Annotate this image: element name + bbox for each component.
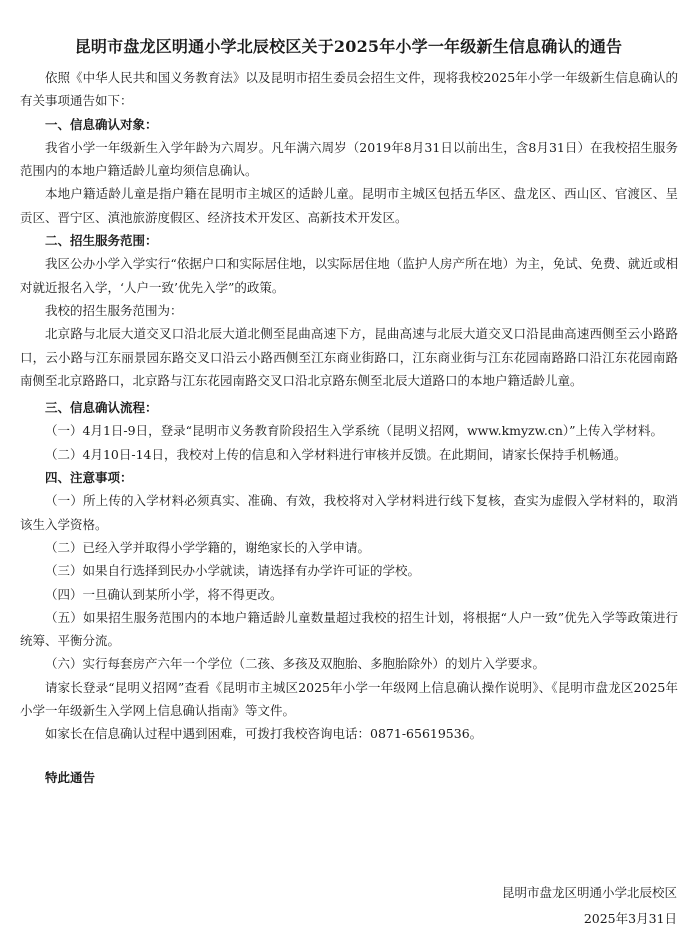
section3-paragraph-2: （二）4月10日-14日，我校对上传的信息和入学材料进行审核并反馈。在此期间，请家长保持手机畅通。 (45, 446, 627, 462)
intro-paragraph: 依照《中华人民共和国义务教育法》以及昆明市招生委员会招生文件，现将我校2025年小学一年级新生信息确认的有关事项通告如下： (20, 70, 678, 109)
section1-paragraph-1: 我省小学一年级新生入学年龄为六周岁。凡年满六周岁（2019年8月31日以前出生，含8月31日）在我校招生服务范围内的本地户籍适龄儿童均须信息确认。 (20, 139, 678, 179)
section2-paragraph-2: 我校的招生服务范围为： (45, 302, 183, 318)
section-heading-3: 三、信息确认流程： (45, 400, 158, 416)
signature-block (502, 880, 677, 932)
section3-paragraph-1: （一）4月1日-9日，登录“昆明市义务教育阶段招生入学系统（昆明义招网，www.kmyzw.cn）”上传入学材料。 (45, 423, 664, 439)
section1-paragraph-2: 本地户籍适龄儿童是指户籍在昆明市主城区的适龄儿童。昆明市主城区包括五华区、盘龙区、西山区、官渡区、呈贡区、晋宁区、滇池旅游度假区、经济技术开发区、高新技术开发区。 (20, 186, 678, 225)
login-instructions: 请家长登录“昆明义招网”查看《昆明市主城区2025年小学一年级网上信息确认操作说明》、《昆明市盘龙区2025年小学一年级新生入学网上信息确认指南》等文件。 (20, 679, 678, 719)
section-heading-2: 二、招生服务范围： (45, 233, 158, 249)
section2-paragraph-1: 我区公办小学入学实行“依据户口和实际居住地，以实际居住地（监护人房产所在地）为主，免试、免费、就近或相对就近报名入学，‘人户一致’优先入学”的政策。 (20, 256, 678, 295)
section4-item-4: （四）一旦确认到某所小学，将不得更改。 (45, 586, 283, 602)
section-heading-4: 四、注意事项： (45, 470, 133, 486)
closing-notice: 特此通告 (45, 769, 96, 785)
signature-organization: 昆明市盘龙区明通小学北辰校区 (501, 885, 677, 900)
document-title: 昆明市盘龙区明通小学北辰校区关于2025年小学一年级新生信息确认的通告 (74, 37, 623, 56)
section4-item-1: （一）所上传的入学材料必须真实、准确、有效，我校将对入学材料进行线下复核，查实为虚假入学材料的，取消该生入学资格。 (20, 493, 678, 532)
section4-item-5: （五）如果招生服务范围内的本地户籍适龄儿童数量超过我校的招生计划，将根据“人户一致”优先入学等政策进行统筹、平衡分流。 (20, 609, 678, 649)
contact-paragraph: 如家长在信息确认过程中遇到困难，可拨打我校咨询电话：0871-65619536。 (45, 726, 483, 742)
section4-item-3: （三）如果自行选择到民办小学就读，请选择有办学许可证的学校。 (45, 563, 421, 579)
section4-item-6: （六）实行每套房产六年一个学位（二孩、多孩及双胞胎、多胞胎除外）的划片入学要求。 (45, 656, 546, 672)
section4-item-2: （二）已经入学并取得小学学籍的，谢绝家长的入学申请。 (45, 539, 371, 555)
service-area-description: 北京路与北辰大道交叉口沿北辰大道北侧至昆曲高速下方，昆曲高速与北辰大道交叉口沿昆曲高速西侧至云小路路口，云小路与江东丽景园东路交叉口沿云小路西侧至江东商业街路口，江东商业街与江东花园南路路口沿江东花园南路南侧至北京路路口，北京路与江东花园南路交叉口沿北京路东侧至北辰大道路口的本地户籍适龄儿童。 (20, 326, 678, 388)
signature-date: 2025年3月31日 (583, 911, 677, 926)
document-body (20, 66, 678, 789)
section-heading-1: 一、信息确认对象： (45, 116, 158, 132)
